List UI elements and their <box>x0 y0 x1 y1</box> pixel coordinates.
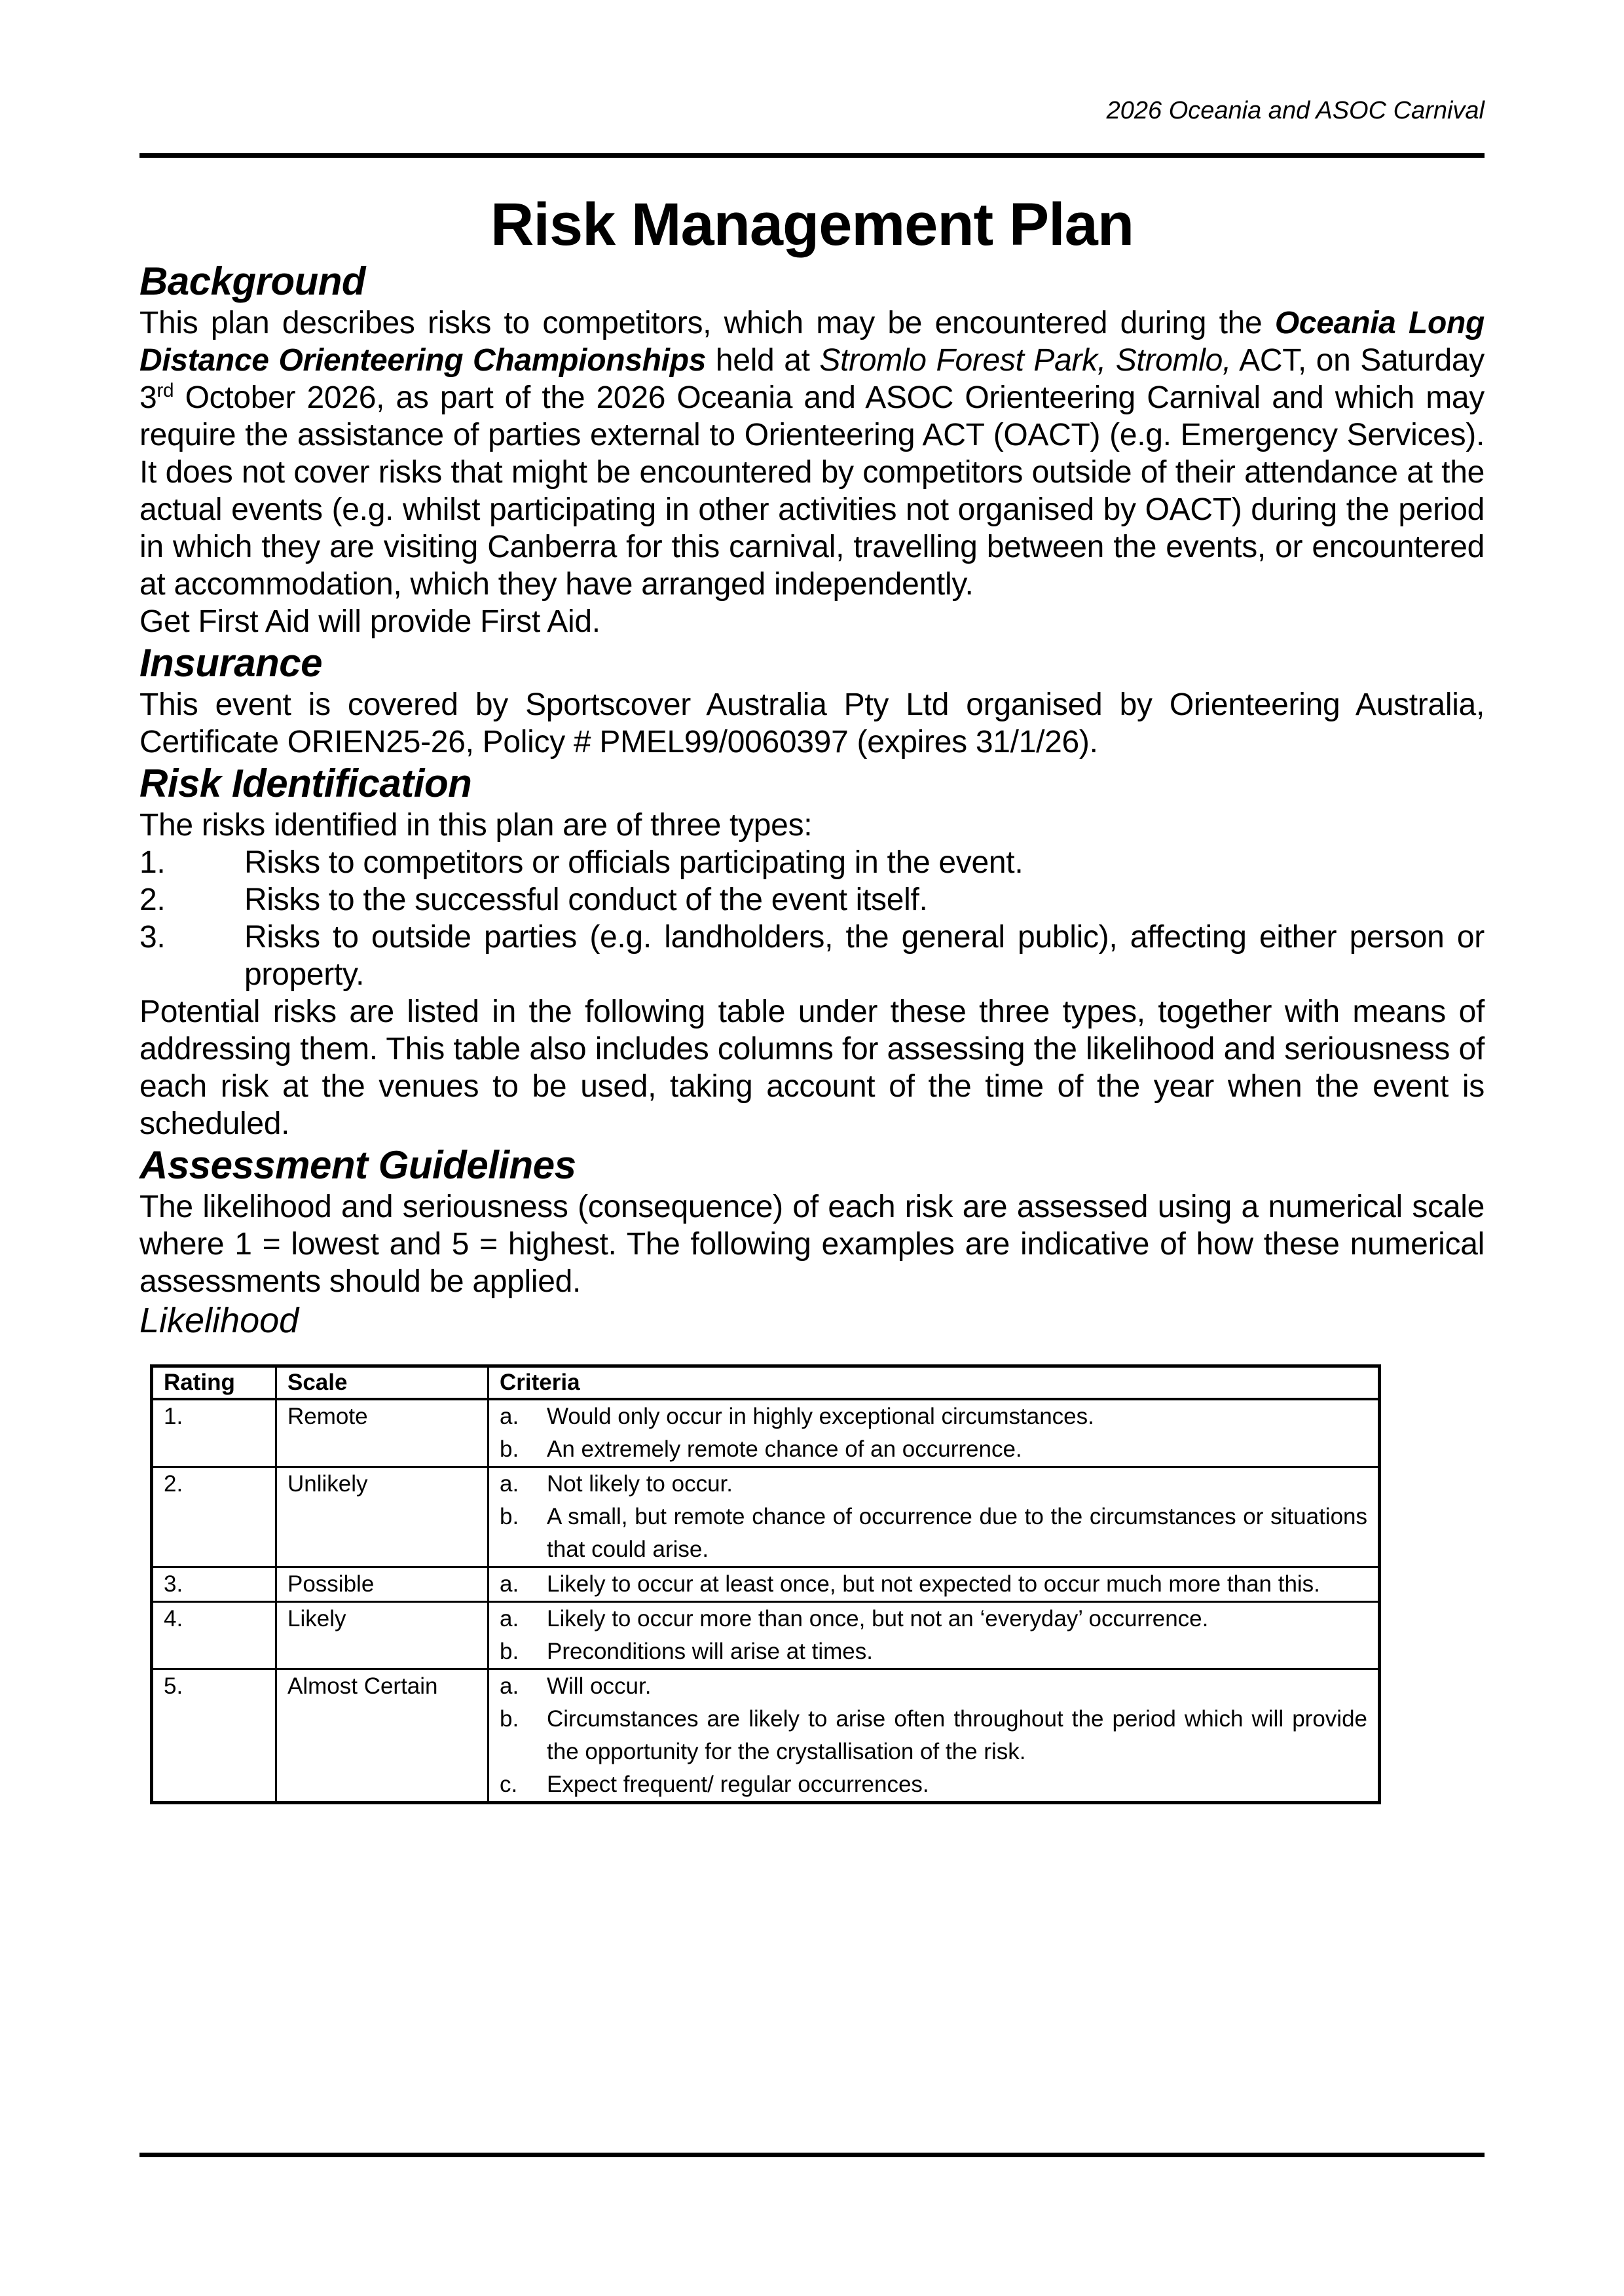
cell-criteria <box>489 1669 1380 1803</box>
ordinal-suffix: rd <box>157 380 174 401</box>
criteria-text: Circumstances are likely to arise often throughout the period which will provide the opportunity for the crystallisation of the risk. <box>547 1706 1367 1764</box>
criteria-letter: c. <box>500 1772 518 1797</box>
criteria-item <box>500 1635 1367 1668</box>
text-run-event-name: Oceania Long Distance Orienteering Championships <box>139 306 1485 378</box>
numbered-list-item <box>139 844 1485 881</box>
criteria-text: A small, but remote chance of occurrence due to the circumstances or situations that could arise. <box>547 1504 1367 1562</box>
text-run-venue: Stromlo Forest Park, Stromlo, <box>819 343 1232 378</box>
criteria-item <box>500 1568 1367 1601</box>
cell-rating: 3. <box>152 1567 276 1602</box>
cell-criteria <box>489 1602 1380 1669</box>
criteria-item <box>500 1501 1367 1566</box>
column-header-criteria: Criteria <box>489 1366 1380 1400</box>
criteria-text: Would only occur in highly exceptional circumstances. <box>547 1404 1094 1429</box>
risk-types-intro: The risks identified in this plan are of three types: <box>139 808 813 843</box>
criteria-letter: a. <box>500 1606 519 1631</box>
list-item-text: Risks to outside parties (e.g. landholders, the general public), affecting either person or property. <box>244 920 1485 992</box>
criteria-item <box>500 1400 1367 1433</box>
cell-criteria <box>489 1567 1380 1602</box>
section-heading-risk-identification: Risk Identification <box>139 761 472 805</box>
table-row <box>152 1602 1380 1669</box>
text-run: ACT, on Saturday 3 <box>139 343 1485 415</box>
text-run: held at <box>706 343 820 378</box>
criteria-letter: a. <box>500 1673 519 1699</box>
cell-rating: 1. <box>152 1399 276 1467</box>
criteria-item <box>500 1468 1367 1501</box>
criteria-letter: b. <box>500 1706 519 1732</box>
criteria-item <box>500 1768 1367 1801</box>
list-item-number: 3. <box>139 920 166 955</box>
criteria-text: Not likely to occur. <box>547 1471 733 1497</box>
cell-scale: Remote <box>276 1399 489 1467</box>
criteria-letter: b. <box>500 1639 519 1664</box>
numbered-list-item <box>139 881 1485 919</box>
criteria-text: An extremely remote chance of an occurrence. <box>547 1436 1022 1462</box>
column-header-rating: Rating <box>152 1366 276 1400</box>
criteria-text: Expect frequent/ regular occurrences. <box>547 1772 929 1797</box>
subsection-heading-likelihood: Likelihood <box>139 1301 299 1340</box>
criteria-item <box>500 1670 1367 1703</box>
criteria-item <box>500 1603 1367 1635</box>
text-run: This plan describes risks to competitors, which may be encountered during the <box>139 306 1275 340</box>
criteria-text: Preconditions will arise at times. <box>547 1639 873 1664</box>
table-row <box>152 1567 1380 1602</box>
text-run: October 2026, as part of the 2026 Oceania and ASOC Orienteering Carnival and which may require the assistance of parties external to Orienteering ACT (OACT) (e.g. Emergency Services). It does not cover risks that might be encountered by competitors outside of their attendance at the actual events (e.g. whilst participating in other activities not organised by OACT) during the period in which they are visiting Canberra for this carnival, travelling between the events, or encountered at accommodation, which they have arranged independently. <box>139 380 1485 602</box>
criteria-letter: b. <box>500 1504 519 1529</box>
criteria-letter: a. <box>500 1404 519 1429</box>
list-item-number: 2. <box>139 883 166 917</box>
cell-scale: Likely <box>276 1602 489 1669</box>
cell-scale: Unlikely <box>276 1467 489 1567</box>
section-heading-assessment-guidelines: Assessment Guidelines <box>139 1143 576 1187</box>
table-row <box>152 1669 1380 1803</box>
potential-risks-paragraph: Potential risks are listed in the following table under these three types, together with means of addressing them. This table also includes columns for assessing the likelihood and seriousness of each risk at the venues to be used, taking account of the time of the year when the event is scheduled. <box>139 994 1485 1141</box>
assessment-paragraph: The likelihood and seriousness (consequence) of each risk are assessed using a numerical scale where 1 = lowest and 5 = highest. The following examples are indicative of how these numerical assessments should be applied. <box>139 1190 1485 1299</box>
likelihood-table <box>150 1364 1381 1804</box>
column-header-scale: Scale <box>276 1366 489 1400</box>
page-title: Risk Management Plan <box>490 191 1134 258</box>
cell-scale: Possible <box>276 1567 489 1602</box>
criteria-letter: a. <box>500 1571 519 1597</box>
table-header-row <box>152 1366 1380 1400</box>
table-row <box>152 1467 1380 1567</box>
criteria-letter: b. <box>500 1436 519 1462</box>
document-header <box>139 97 1485 124</box>
table-row <box>152 1399 1380 1467</box>
criteria-item <box>500 1433 1367 1466</box>
header-rule <box>139 153 1485 158</box>
criteria-text: Likely to occur more than once, but not an ‘everyday’ occurrence. <box>547 1606 1209 1631</box>
criteria-text: Likely to occur at least once, but not expected to occur much more than this. <box>547 1571 1320 1597</box>
cell-rating: 4. <box>152 1602 276 1669</box>
criteria-item <box>500 1703 1367 1768</box>
cell-scale: Almost Certain <box>276 1669 489 1803</box>
background-paragraph <box>139 304 1485 603</box>
header-carnival-title: 2026 Oceania and ASOC Carnival <box>1106 97 1485 124</box>
section-heading-insurance: Insurance <box>139 641 322 685</box>
list-item-number: 1. <box>139 845 166 880</box>
list-item-text: Risks to competitors or officials participating in the event. <box>244 845 1024 880</box>
section-heading-background: Background <box>139 259 366 303</box>
footer-rule <box>139 2153 1485 2157</box>
cell-criteria <box>489 1467 1380 1567</box>
cell-rating: 2. <box>152 1467 276 1567</box>
list-item-text: Risks to the successful conduct of the event itself. <box>244 883 928 917</box>
cell-rating: 5. <box>152 1669 276 1803</box>
criteria-letter: a. <box>500 1471 519 1497</box>
first-aid-note: Get First Aid will provide First Aid. <box>139 604 600 639</box>
numbered-list-item <box>139 919 1485 993</box>
insurance-paragraph: This event is covered by Sportscover Australia Pty Ltd organised by Orienteering Australia, Certificate ORIEN25-26, Policy # PMEL99/0060397 (expires 31/1/26). <box>139 687 1485 759</box>
risk-types-list <box>139 844 1485 993</box>
cell-criteria <box>489 1399 1380 1467</box>
criteria-text: Will occur. <box>547 1673 652 1699</box>
